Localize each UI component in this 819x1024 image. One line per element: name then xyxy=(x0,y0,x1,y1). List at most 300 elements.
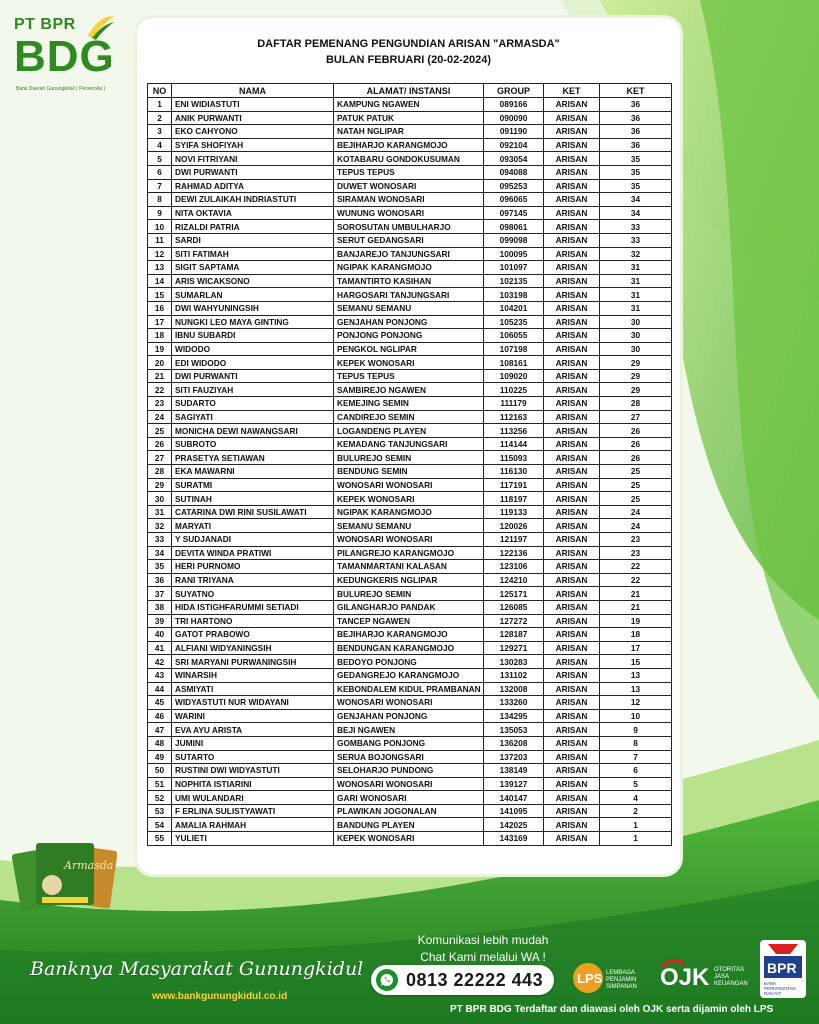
row-no: 52 xyxy=(148,791,172,805)
row-nama: DEWI ZULAIKAH INDRIASTUTI xyxy=(172,193,334,207)
logo-swoosh-icon xyxy=(86,14,116,40)
row-group: 137203 xyxy=(484,750,544,764)
row-nama: WIDYASTUTI NUR WIDAYANI xyxy=(172,696,334,710)
row-ket-value: 31 xyxy=(600,274,672,288)
row-group: 133260 xyxy=(484,696,544,710)
table-row xyxy=(148,261,672,275)
row-ket: ARISAN xyxy=(544,478,600,492)
table-row xyxy=(148,709,672,723)
row-nama: Y SUDJANADI xyxy=(172,533,334,547)
row-ket: ARISAN xyxy=(544,750,600,764)
row-nama: SUBROTO xyxy=(172,437,334,451)
row-alamat: TAMANMARTANI KALASAN xyxy=(334,560,484,574)
row-no: 37 xyxy=(148,587,172,601)
row-ket-value: 33 xyxy=(600,220,672,234)
bpr-sub-text-1: BANK xyxy=(764,981,777,986)
row-ket-value: 26 xyxy=(600,451,672,465)
row-ket: ARISAN xyxy=(544,505,600,519)
row-group: 141095 xyxy=(484,804,544,818)
row-alamat: GENJAHAN PONJONG xyxy=(334,709,484,723)
row-ket: ARISAN xyxy=(544,682,600,696)
row-alamat: NGIPAK KARANGMOJO xyxy=(334,505,484,519)
row-group: 132008 xyxy=(484,682,544,696)
row-nama: ARIS WICAKSONO xyxy=(172,274,334,288)
row-alamat: BANJAREJO TANJUNGSARI xyxy=(334,247,484,261)
row-ket: ARISAN xyxy=(544,165,600,179)
table-row xyxy=(148,764,672,778)
table-row xyxy=(148,383,672,397)
row-ket: ARISAN xyxy=(544,451,600,465)
table-row xyxy=(148,505,672,519)
document-title: DAFTAR PEMENANG PENGUNDIAN ARISAN "ARMASDA" xyxy=(257,38,560,50)
row-no: 17 xyxy=(148,315,172,329)
row-nama: GATOT PRABOWO xyxy=(172,628,334,642)
row-ket: ARISAN xyxy=(544,206,600,220)
row-nama: PRASETYA SETIAWAN xyxy=(172,451,334,465)
row-ket-value: 30 xyxy=(600,329,672,343)
row-nama: SARDI xyxy=(172,233,334,247)
row-ket-value: 1 xyxy=(600,818,672,832)
row-no: 38 xyxy=(148,600,172,614)
row-group: 121197 xyxy=(484,533,544,547)
row-group: 094088 xyxy=(484,165,544,179)
row-group: 125171 xyxy=(484,587,544,601)
row-no: 26 xyxy=(148,437,172,451)
row-group: 090090 xyxy=(484,111,544,125)
row-ket: ARISAN xyxy=(544,587,600,601)
row-group: 089166 xyxy=(484,98,544,112)
row-alamat: GOMBANG PONJONG xyxy=(334,736,484,750)
row-no: 51 xyxy=(148,777,172,791)
row-no: 28 xyxy=(148,465,172,479)
winners-card xyxy=(137,18,680,874)
row-group: 107198 xyxy=(484,342,544,356)
row-ket: ARISAN xyxy=(544,437,600,451)
row-alamat: BEJIHARJO KARANGMOJO xyxy=(334,628,484,642)
row-group: 143169 xyxy=(484,832,544,846)
row-nama: SUYATNO xyxy=(172,587,334,601)
row-no: 8 xyxy=(148,193,172,207)
row-no: 54 xyxy=(148,818,172,832)
row-no: 34 xyxy=(148,546,172,560)
row-alamat: KEBONDALEM KIDUL PRAMBANAN xyxy=(334,682,484,696)
table-row xyxy=(148,519,672,533)
row-ket-value: 9 xyxy=(600,723,672,737)
table-row xyxy=(148,614,672,628)
row-no: 18 xyxy=(148,329,172,343)
row-nama: RUSTINI DWI WIDYASTUTI xyxy=(172,764,334,778)
row-alamat: KEMEJING SEMIN xyxy=(334,397,484,411)
table-row xyxy=(148,152,672,166)
row-no: 19 xyxy=(148,342,172,356)
row-nama: DWI PURWANTI xyxy=(172,165,334,179)
website-link[interactable]: www.bankgunungkidul.co.id xyxy=(152,991,288,1002)
row-ket: ARISAN xyxy=(544,220,600,234)
row-no: 39 xyxy=(148,614,172,628)
table-row xyxy=(148,247,672,261)
row-ket: ARISAN xyxy=(544,424,600,438)
whatsapp-contact-button[interactable] xyxy=(371,965,554,995)
row-group: 130283 xyxy=(484,655,544,669)
table-row xyxy=(148,736,672,750)
row-no: 23 xyxy=(148,397,172,411)
row-alamat: SEMANU SEMANU xyxy=(334,519,484,533)
row-nama: EKA MAWARNI xyxy=(172,465,334,479)
row-ket: ARISAN xyxy=(544,573,600,587)
row-ket-value: 13 xyxy=(600,668,672,682)
row-ket: ARISAN xyxy=(544,668,600,682)
row-alamat: SERUA BOJONGSARI xyxy=(334,750,484,764)
row-ket: ARISAN xyxy=(544,492,600,506)
row-alamat: TANCEP NGAWEN xyxy=(334,614,484,628)
table-row xyxy=(148,179,672,193)
row-ket-value: 1 xyxy=(600,832,672,846)
table-row xyxy=(148,750,672,764)
row-nama: SIGIT SAPTAMA xyxy=(172,261,334,275)
row-group: 136208 xyxy=(484,736,544,750)
row-group: 112163 xyxy=(484,410,544,424)
row-alamat: PENGKOL NGLIPAR xyxy=(334,342,484,356)
row-alamat: WONOSARI WONOSARI xyxy=(334,696,484,710)
row-nama: EVA AYU ARISTA xyxy=(172,723,334,737)
table-row xyxy=(148,329,672,343)
table-row xyxy=(148,696,672,710)
row-group: 097145 xyxy=(484,206,544,220)
table-row xyxy=(148,356,672,370)
bpr-sub-text-3: RAKYAT xyxy=(764,991,782,996)
row-ket: ARISAN xyxy=(544,804,600,818)
row-no: 49 xyxy=(148,750,172,764)
row-ket: ARISAN xyxy=(544,614,600,628)
row-alamat: BEJI NGAWEN xyxy=(334,723,484,737)
row-nama: NUNGKI LEO MAYA GINTING xyxy=(172,315,334,329)
row-group: 103198 xyxy=(484,288,544,302)
row-ket: ARISAN xyxy=(544,247,600,261)
row-ket: ARISAN xyxy=(544,329,600,343)
row-ket-value: 28 xyxy=(600,397,672,411)
row-alamat: GEDANGREJO KARANGMOJO xyxy=(334,668,484,682)
table-row xyxy=(148,587,672,601)
row-no: 16 xyxy=(148,301,172,315)
row-no: 6 xyxy=(148,165,172,179)
row-ket: ARISAN xyxy=(544,397,600,411)
row-ket-value: 15 xyxy=(600,655,672,669)
row-nama: SUTINAH xyxy=(172,492,334,506)
logo-sub-text: Bank Daerah Gunungkidul ( Perseroda ) xyxy=(16,86,106,92)
row-alamat: BEDOYO PONJONG xyxy=(334,655,484,669)
table-row xyxy=(148,668,672,682)
table-row xyxy=(148,397,672,411)
row-no: 24 xyxy=(148,410,172,424)
row-alamat: NGIPAK KARANGMOJO xyxy=(334,261,484,275)
row-nama: SRI MARYANI PURWANINGSIH xyxy=(172,655,334,669)
row-nama: DWI WAHYUNINGSIH xyxy=(172,301,334,315)
row-no: 29 xyxy=(148,478,172,492)
row-no: 42 xyxy=(148,655,172,669)
table-row xyxy=(148,791,672,805)
row-group: 116130 xyxy=(484,465,544,479)
bpr-main-text: BPR xyxy=(767,960,797,976)
row-ket: ARISAN xyxy=(544,736,600,750)
row-ket-value: 31 xyxy=(600,301,672,315)
row-group: 138149 xyxy=(484,764,544,778)
row-ket: ARISAN xyxy=(544,274,600,288)
row-ket: ARISAN xyxy=(544,301,600,315)
row-no: 30 xyxy=(148,492,172,506)
table-row xyxy=(148,206,672,220)
table-row xyxy=(148,342,672,356)
row-ket-value: 13 xyxy=(600,682,672,696)
row-ket: ARISAN xyxy=(544,723,600,737)
row-ket: ARISAN xyxy=(544,655,600,669)
table-row xyxy=(148,288,672,302)
row-group: 093054 xyxy=(484,152,544,166)
lps-logo xyxy=(572,958,650,998)
contact-line-1: Komunikasi lebih mudah xyxy=(417,933,549,947)
table-row xyxy=(148,193,672,207)
bpr-sub-text-2: PERKREDITAN xyxy=(764,986,796,991)
row-ket-value: 24 xyxy=(600,505,672,519)
row-ket: ARISAN xyxy=(544,560,600,574)
row-ket-value: 6 xyxy=(600,764,672,778)
row-group: 122136 xyxy=(484,546,544,560)
row-alamat: SEMANU SEMANU xyxy=(334,301,484,315)
row-ket-value: 29 xyxy=(600,369,672,383)
row-ket-value: 35 xyxy=(600,152,672,166)
row-ket-value: 5 xyxy=(600,777,672,791)
row-alamat: SERUT GEDANGSARI xyxy=(334,233,484,247)
row-ket-value: 7 xyxy=(600,750,672,764)
table-row xyxy=(148,804,672,818)
row-ket-value: 30 xyxy=(600,315,672,329)
row-ket: ARISAN xyxy=(544,125,600,139)
row-no: 53 xyxy=(148,804,172,818)
row-ket: ARISAN xyxy=(544,315,600,329)
table-header-row xyxy=(148,84,672,98)
row-alamat: KOTABARU GONDOKUSUMAN xyxy=(334,152,484,166)
row-no: 27 xyxy=(148,451,172,465)
table-row xyxy=(148,682,672,696)
header-group: GROUP xyxy=(484,84,544,98)
row-group: 102135 xyxy=(484,274,544,288)
table-row xyxy=(148,165,672,179)
table-row xyxy=(148,777,672,791)
row-ket: ARISAN xyxy=(544,628,600,642)
row-nama: WIDODO xyxy=(172,342,334,356)
table-row xyxy=(148,655,672,669)
row-ket-value: 10 xyxy=(600,709,672,723)
row-alamat: PILANGREJO KARANGMOJO xyxy=(334,546,484,560)
row-ket-value: 23 xyxy=(600,533,672,547)
table-row xyxy=(148,641,672,655)
row-ket: ARISAN xyxy=(544,152,600,166)
row-group: 139127 xyxy=(484,777,544,791)
row-nama: HIDA ISTIGHFARUMMI SETIADI xyxy=(172,600,334,614)
table-row xyxy=(148,410,672,424)
row-no: 9 xyxy=(148,206,172,220)
row-alamat: BULUREJO SEMIN xyxy=(334,587,484,601)
table-row xyxy=(148,573,672,587)
ojk-sub-text-3: KEUANGAN xyxy=(714,981,748,987)
footer-note: PT BPR BDG Terdaftar dan diawasi oleh OJK serta dijamin oleh LPS xyxy=(450,1004,774,1015)
row-nama: MONICHA DEWI NAWANGSARI xyxy=(172,424,334,438)
table-row xyxy=(148,492,672,506)
row-group: 108161 xyxy=(484,356,544,370)
row-ket-value: 36 xyxy=(600,111,672,125)
row-ket: ARISAN xyxy=(544,465,600,479)
row-ket-value: 25 xyxy=(600,465,672,479)
winners-table xyxy=(147,83,672,846)
row-no: 11 xyxy=(148,233,172,247)
row-alamat: TEPUS TEPUS xyxy=(334,369,484,383)
row-alamat: TAMANTIRTO KASIHAN xyxy=(334,274,484,288)
row-no: 35 xyxy=(148,560,172,574)
row-no: 22 xyxy=(148,383,172,397)
row-alamat: DUWET WONOSARI xyxy=(334,179,484,193)
row-alamat: PLAWIKAN JOGONALAN xyxy=(334,804,484,818)
row-nama: EKO CAHYONO xyxy=(172,125,334,139)
row-ket-value: 26 xyxy=(600,424,672,438)
row-alamat: PATUK PATUK xyxy=(334,111,484,125)
row-alamat: BENDUNGAN KARANGMOJO xyxy=(334,641,484,655)
row-group: 109020 xyxy=(484,369,544,383)
row-group: 101097 xyxy=(484,261,544,275)
row-group: 114144 xyxy=(484,437,544,451)
table-row xyxy=(148,465,672,479)
row-no: 3 xyxy=(148,125,172,139)
row-group: 134295 xyxy=(484,709,544,723)
row-nama: SYIFA SHOFIYAH xyxy=(172,138,334,152)
row-ket: ARISAN xyxy=(544,696,600,710)
row-no: 55 xyxy=(148,832,172,846)
table-row xyxy=(148,369,672,383)
row-ket-value: 25 xyxy=(600,492,672,506)
row-group: 092104 xyxy=(484,138,544,152)
row-nama: JUMINI xyxy=(172,736,334,750)
row-group: 131102 xyxy=(484,668,544,682)
row-nama: SUDARTO xyxy=(172,397,334,411)
document-subtitle: BULAN FEBRUARI (20-02-2024) xyxy=(325,54,492,66)
row-alamat: BENDUNG SEMIN xyxy=(334,465,484,479)
table-row xyxy=(148,315,672,329)
bdg-logo xyxy=(8,10,118,95)
table-row xyxy=(148,125,672,139)
row-ket-value: 25 xyxy=(600,478,672,492)
row-ket-value: 29 xyxy=(600,383,672,397)
row-group: 110225 xyxy=(484,383,544,397)
row-alamat: SOROSUTAN UMBULHARJO xyxy=(334,220,484,234)
table-row xyxy=(148,138,672,152)
row-group: 098061 xyxy=(484,220,544,234)
header-alamat: ALAMAT/ INSTANSI xyxy=(334,84,484,98)
row-alamat: TEPUS TEPUS xyxy=(334,165,484,179)
row-no: 20 xyxy=(148,356,172,370)
table-row xyxy=(148,424,672,438)
row-no: 15 xyxy=(148,288,172,302)
row-nama: SUMARLAN xyxy=(172,288,334,302)
row-ket-value: 17 xyxy=(600,641,672,655)
row-group: 111179 xyxy=(484,397,544,411)
row-group: 127272 xyxy=(484,614,544,628)
row-ket-value: 22 xyxy=(600,560,672,574)
row-ket-value: 24 xyxy=(600,519,672,533)
row-ket: ARISAN xyxy=(544,533,600,547)
row-nama: RAHMAD ADITYA xyxy=(172,179,334,193)
row-alamat: KEDUNGKERIS NGLIPAR xyxy=(334,573,484,587)
row-nama: DEVITA WINDA PRATIWI xyxy=(172,546,334,560)
row-no: 1 xyxy=(148,98,172,112)
row-nama: ALFIANI WIDYANINGSIH xyxy=(172,641,334,655)
row-ket: ARISAN xyxy=(544,111,600,125)
row-ket-value: 32 xyxy=(600,247,672,261)
row-alamat: SAMBIREJO NGAWEN xyxy=(334,383,484,397)
row-ket: ARISAN xyxy=(544,641,600,655)
row-group: 113256 xyxy=(484,424,544,438)
row-ket: ARISAN xyxy=(544,519,600,533)
row-no: 32 xyxy=(148,519,172,533)
row-ket-value: 21 xyxy=(600,587,672,601)
ojk-main-text: OJK xyxy=(660,964,710,991)
row-nama: NITA OKTAVIA xyxy=(172,206,334,220)
row-ket: ARISAN xyxy=(544,709,600,723)
row-nama: WARINI xyxy=(172,709,334,723)
contact-line-2: Chat Kami melalui WA ! xyxy=(420,950,546,964)
row-ket-value: 36 xyxy=(600,125,672,139)
row-alamat: SELOHARJO PUNDONG xyxy=(334,764,484,778)
row-ket: ARISAN xyxy=(544,356,600,370)
row-alamat: LOGANDENG PLAYEN xyxy=(334,424,484,438)
row-no: 46 xyxy=(148,709,172,723)
row-no: 4 xyxy=(148,138,172,152)
row-nama: TRI HARTONO xyxy=(172,614,334,628)
row-no: 41 xyxy=(148,641,172,655)
ojk-sub-text-2: JASA xyxy=(714,974,730,980)
row-group: 115093 xyxy=(484,451,544,465)
row-ket-value: 31 xyxy=(600,261,672,275)
row-nama: RIZALDI PATRIA xyxy=(172,220,334,234)
row-group: 117191 xyxy=(484,478,544,492)
row-nama: F ERLINA SULISTYAWATI xyxy=(172,804,334,818)
row-no: 47 xyxy=(148,723,172,737)
bpr-logo xyxy=(760,940,806,998)
row-ket-value: 21 xyxy=(600,600,672,614)
row-ket-value: 34 xyxy=(600,206,672,220)
row-group: 119133 xyxy=(484,505,544,519)
row-ket: ARISAN xyxy=(544,777,600,791)
row-ket: ARISAN xyxy=(544,193,600,207)
row-alamat: NATAH NGLIPAR xyxy=(334,125,484,139)
row-ket-value: 22 xyxy=(600,573,672,587)
table-row xyxy=(148,98,672,112)
row-alamat: PONJONG PONJONG xyxy=(334,329,484,343)
table-row xyxy=(148,560,672,574)
table-row xyxy=(148,451,672,465)
row-alamat: WUNUNG WONOSARI xyxy=(334,206,484,220)
row-ket-value: 31 xyxy=(600,288,672,302)
row-ket-value: 4 xyxy=(600,791,672,805)
row-alamat: KEMADANG TANJUNGSARI xyxy=(334,437,484,451)
table-row xyxy=(148,546,672,560)
row-ket: ARISAN xyxy=(544,832,600,846)
row-group: 123106 xyxy=(484,560,544,574)
row-no: 48 xyxy=(148,736,172,750)
table-row xyxy=(148,233,672,247)
whatsapp-icon xyxy=(376,969,398,991)
row-ket-value: 29 xyxy=(600,356,672,370)
row-no: 14 xyxy=(148,274,172,288)
row-no: 25 xyxy=(148,424,172,438)
row-nama: SUTARTO xyxy=(172,750,334,764)
